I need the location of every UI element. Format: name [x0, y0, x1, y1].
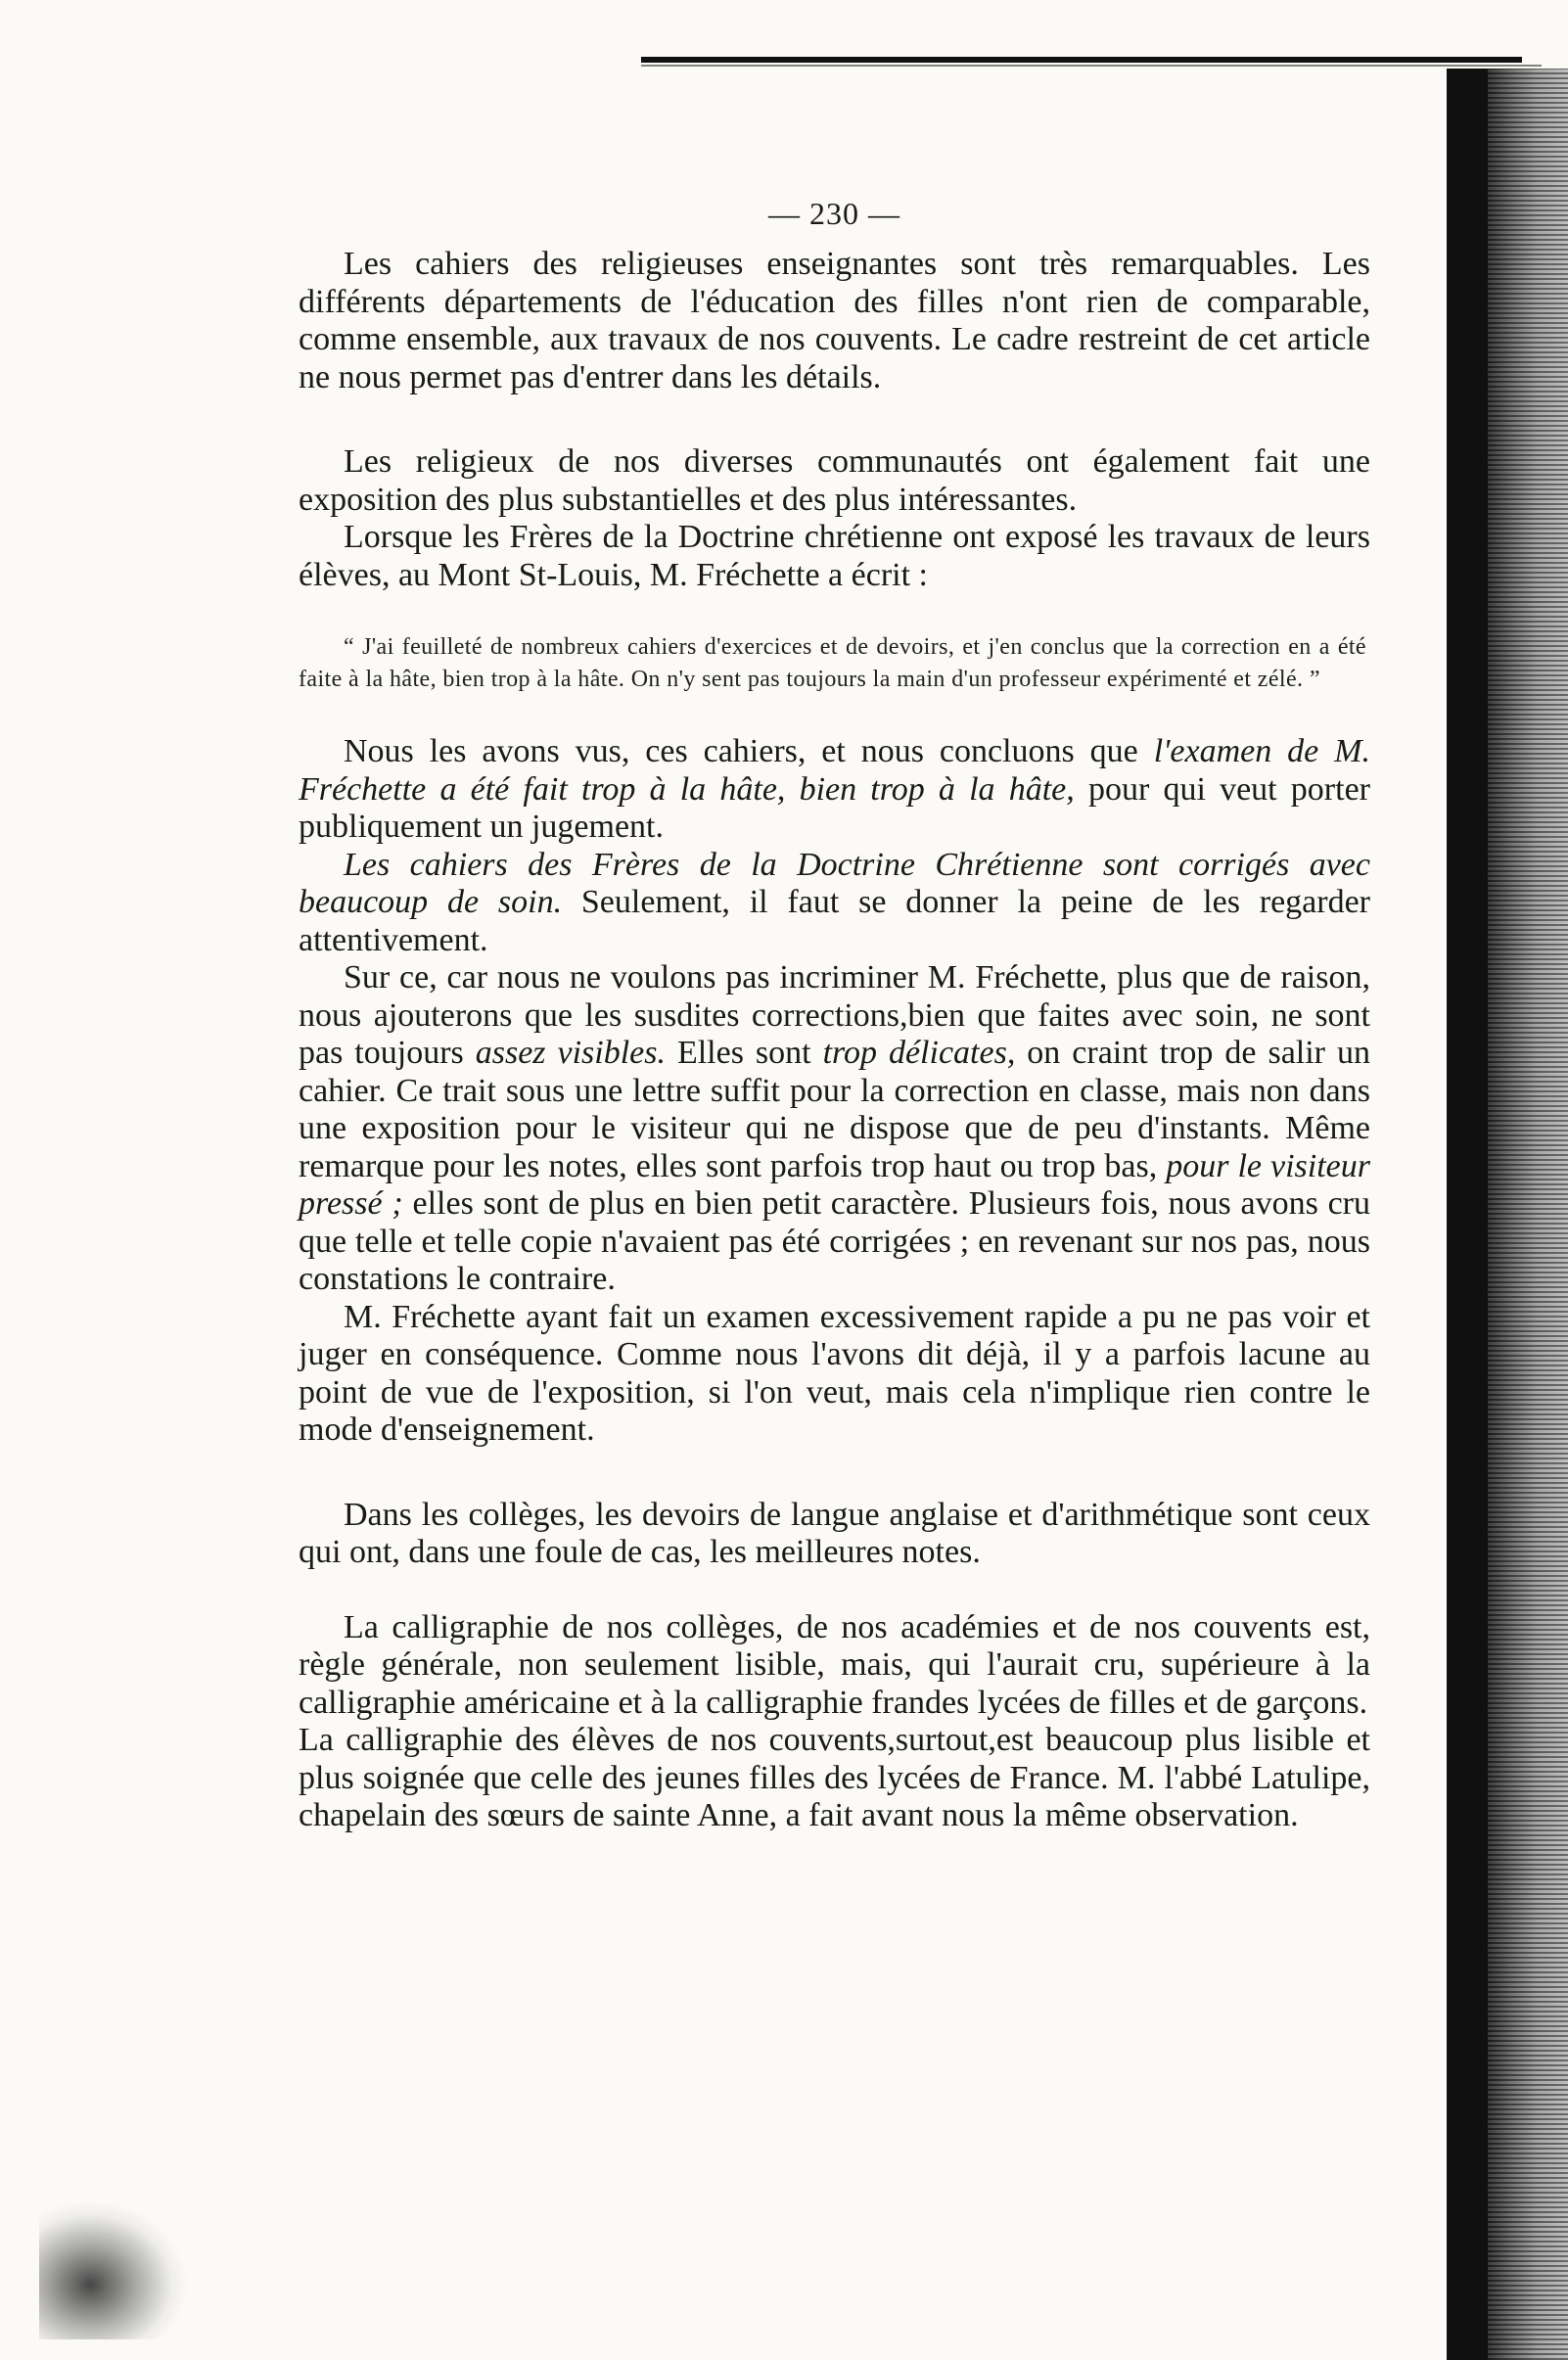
paragraph-calligraphie-couvents: La calligraphie des élèves de nos couvents,surtout,est beaucoup plus lisible et plus soignée que celle des jeunes filles des lycées de France. M. l'abbé Latulipe, chapelain des sœurs de sainte Anne, a fait avant nous la même observation. [299, 1722, 1370, 1833]
italic-run: trop délicates, [822, 1035, 1016, 1071]
paragraph-cahiers-corriges [299, 847, 1370, 960]
page-number: — 230 — [768, 196, 900, 231]
scan-corner-smudge [39, 2202, 186, 2339]
paragraph-cahiers-religieuses: Les cahiers des religieuses enseignantes sont très remarquables. Les différents départements de l'éducation des filles n'ont rien de comparable, comme ensemble, aux travaux de nos couvents. Le cadre restreint de cet article ne nous permet pas d'entrer dans les détails. [299, 246, 1370, 395]
italic-run: l'examen de M. Fréchette a été fait trop à la hâte, bien trop à la hâte, [299, 733, 1370, 808]
quotation-frechette: “ J'ai feuilleté de nombreux cahiers d'exercices et de devoirs, et j'en conclus que la correction en a été faite à la hâte, bien trop à la hâte. On n'y sent pas toujours la main d'un professeur expérimenté et zélé. ” [299, 634, 1366, 692]
text-run: pour qui veut porter publiquement un jugement. [299, 770, 1370, 845]
scan-binding-shadow [1447, 69, 1488, 2360]
page-top-rule-thin [641, 65, 1542, 67]
italic-run: assez visibles. [475, 1035, 666, 1071]
text-run: Elles sont [665, 1035, 823, 1071]
text-run: on craint trop de salir un cahier. Ce trait sous une lettre suffit pour la correction en classe, mais non dans une exposition pour le visiteur qui ne dispose que de peu d'instants. Même remarque pour les notes, elles sont parfois trop haut ou trop bas, [299, 1035, 1370, 1184]
paragraph-religieux-exposition: Les religieux de nos diverses communautés ont également fait une exposition des plus substantielles et des plus intéressantes. [299, 443, 1370, 518]
text-run: Sur ce, car nous ne voulons pas incriminer M. Fréchette, plus que de raison, nous ajouterons que les susdites corrections,bien que faites avec soin, ne sont pas toujours [299, 959, 1370, 1071]
paragraph-freres-doctrine: Lorsque les Frères de la Doctrine chrétienne ont exposé les travaux de leurs élèves, au Mont St-Louis, M. Fréchette a écrit : [299, 519, 1370, 593]
page-content [299, 196, 1370, 1835]
italic-run: Les cahiers des Frères de la Doctrine Chrétienne sont corrigés avec beaucoup de soin. [299, 846, 1370, 920]
text-run: Nous les avons vus, ces cahiers, et nous concluons que [344, 733, 1154, 769]
paragraph-nous-les-avons-vus [299, 733, 1370, 847]
italic-run: pour le visiteur pressé ; [299, 1147, 1370, 1222]
paragraph-calligraphie-colleges: La calligraphie de nos collèges, de nos académies et de nos couvents est, règle générale, non seulement lisible, mais, qui l'aurait cru, supérieure à la calligraphie américaine et à la calligraphie frandes lycées de filles et de garçons. [299, 1608, 1370, 1721]
paragraph-examen-rapide: M. Fréchette ayant fait un examen excessivement rapide a pu ne pas voir et juger en conséquence. Comme nous l'avons dit déjà, il y a parfois lacune au point de vue de l'exposition, si l'on veut, mais cela n'implique rien contre le mode d'enseignement. [299, 1298, 1370, 1448]
text-run: Seulement, il faut se donner la peine de les regarder attentivement. [299, 884, 1370, 958]
page-top-rule [641, 57, 1522, 63]
paragraph-sur-ce [299, 959, 1370, 1299]
paragraph-colleges: Dans les collèges, les devoirs de langue anglaise et d'arithmétique sont ceux qui ont, dans une foule de cas, les meilleures notes. [299, 1496, 1370, 1570]
text-run: elles sont de plus en bien petit caractère. Plusieurs fois, nous avons cru que telle et telle copie n'avaient pas été corrigées ; en revenant sur nos pas, nous constations le contraire. [299, 1185, 1371, 1297]
